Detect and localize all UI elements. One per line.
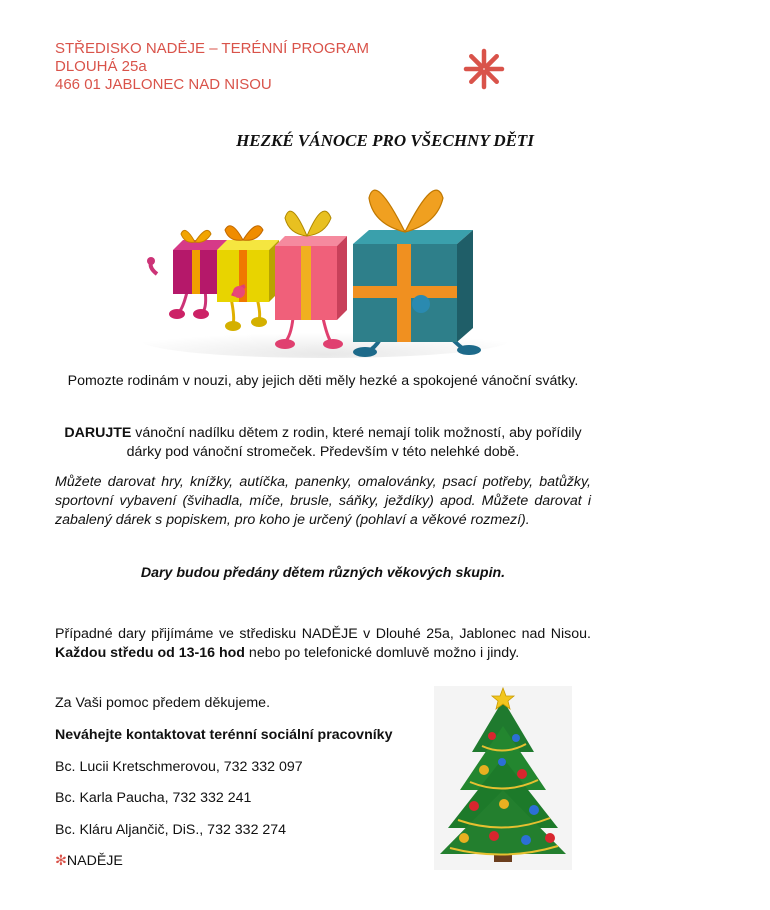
page-title: HEZKÉ VÁNOCE PRO VŠECHNY DĚTI xyxy=(236,131,534,150)
donate-emphasis: DARUJTE xyxy=(64,425,132,441)
signature-text: NADĚJE xyxy=(66,853,123,869)
contact-item: Bc. Lucii Kretschmerovou, 732 332 097 xyxy=(55,759,303,775)
contact-heading: Neváhejte kontaktovat terénní sociální pracovníky xyxy=(55,727,393,743)
signature xyxy=(55,852,123,871)
walking-gifts-illustration xyxy=(135,168,515,358)
donate-paragraph xyxy=(55,424,591,462)
acceptance-hours: Každou středu od 13-16 hod xyxy=(55,645,245,661)
thanks-line: Za Vaši pomoc předem děkujeme. xyxy=(55,695,271,711)
intro-paragraph: Pomozte rodinám v nouzi, aby jejich děti měly hezké a spokojené vánoční svátky. xyxy=(67,373,579,389)
distribution-note: Dary budou předány dětem různých věkových skupin. xyxy=(140,565,506,581)
contact-item: Bc. Karla Paucha, 732 332 241 xyxy=(55,790,252,806)
acceptance-paragraph xyxy=(55,625,591,663)
gift-yellow xyxy=(217,226,279,331)
nadeje-asterisk-icon: ✻ xyxy=(55,853,67,869)
contact-item: Bc. Kláru Aljančič, DiS., 732 332 274 xyxy=(55,822,287,838)
org-name: STŘEDISKO NADĚJE – TERÉNNÍ PROGRAM xyxy=(55,40,369,57)
acceptance-text-1: Případné dary přijímáme ve středisku NADĚJE v Dlouhé 25a, Jablonec nad Nisou. xyxy=(55,626,591,642)
christmas-tree-illustration xyxy=(434,686,572,870)
donate-text: vánoční nadílku dětem z rodin, které nemají tolik možností, aby pořídily dárky pod vánoční stromeček. Především v této nelehké době. xyxy=(126,425,582,460)
org-city: 466 01 JABLONEC NAD NISOU xyxy=(55,76,272,93)
gift-suggestions-paragraph: Můžete darovat hry, knížky, autíčka, panenky, omalovánky, psací potřeby, batůžky, sportovní vybavení (švihadla, míče, brusle, sáňky, ježdíky) apod. Můžete darovat i zabalený dárek s popiskem, pro koho je určený (pohlaví a věkové rozmezí). xyxy=(55,474,591,528)
acceptance-text-2: nebo po telefonické domluvě možno i jindy. xyxy=(244,645,520,661)
nadeje-logo-icon xyxy=(463,48,505,90)
gift-teal xyxy=(353,190,481,357)
org-street: DLOUHÁ 25a xyxy=(55,58,147,75)
